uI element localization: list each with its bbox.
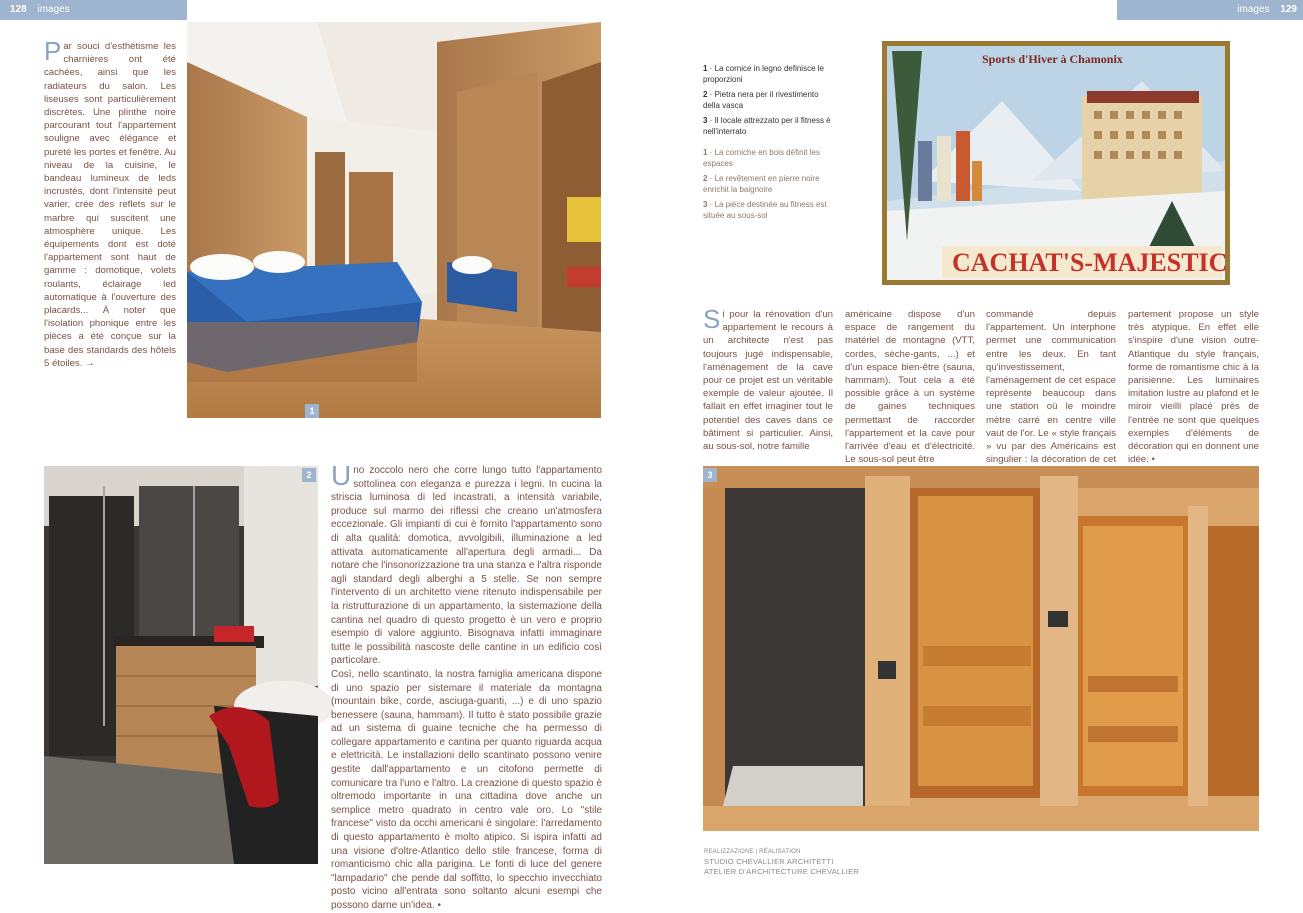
caption-it-2: 2 · Pietra nera per il rivestimento della vasca xyxy=(703,90,819,110)
caption-fr-1: 1 · La corniche en bois définit les espaces xyxy=(703,148,820,168)
french-col-1-text: i pour la rénovation d'un appartement le recours à un architecte n'est pas toujours jugé indispensable, l'aménagement de la cave pour ce projet est un véritable exemple de valeur ajoutée. Il fallait en effet imaginer tout le potentiel des caves dans ce bâtiment si particulier. Ainsi, au sous-sol, notre famille xyxy=(703,309,833,453)
page-number-right: 129 xyxy=(1280,4,1297,15)
section-label-right: images xyxy=(1237,4,1270,15)
page-number-left: 128 xyxy=(10,4,27,15)
folio-right xyxy=(1117,0,1303,20)
french-col-4-text: partement propose un style très atypique. En effet elle s'inspire d'une vision outre-Atlantique du style français, forme de romantisme chic à la parisienne. Les luminaires imitation lustre au plafond et le miroir vieilli placé près de l'entrée ne sont que quelques exemples d'éléments de décoration qui en donnent une idée. xyxy=(1128,309,1259,466)
dropcap-p: P xyxy=(44,36,62,66)
poster-title-text: Sports d'Hiver à Chamonix xyxy=(982,52,1123,66)
italian-body xyxy=(331,460,602,913)
poster-majestic-text: CACHAT'S-MAJESTIC xyxy=(952,248,1228,277)
italian-end-mark: • xyxy=(437,900,441,911)
italian-body-text-2: Così, nello scantinato, la nostra famiglia americana dispone di uno spazio per sistemare il materiale da montagna (mountain bike, corde, asciuga-guanti, ...) e di uno spazio benessere (sauna, hammam). Il tutto è stato possibile grazie ad un sistema di guaine tecniche che ha permesso di collegare appartamento e cantina per quanto riguarda acqua e elettricità. Le installazioni dello scantinato possono venire gestite dall'appartamento e un citofono permette di comunicare tra l'uno e l'altro. La creazione di questo spazio è oltremodo importante in una cittadina dove anche un semplice metro quadrato in centro vale oro. Lo "stile francese" visto da occhi americani è singolare: l'arredamento di questo appartamento è molto atipico. Si ispira infatti ad una visione d'oltre-Atlantico dello stile francese, forma di romanticismo chic alla parigina. Le fonti di luce del genere "lampadario" che pende dal soffitto, lo specchio invecchiato posto vicino all'entrata sono soltanto alcuni esempi che possono darne un'idea. xyxy=(331,668,602,911)
credits xyxy=(704,847,859,877)
bedroom-illustration xyxy=(187,22,601,418)
chamonix-poster-illustration xyxy=(882,41,1230,285)
french-col-2 xyxy=(845,308,975,466)
photo-bedroom xyxy=(187,22,601,418)
caption-it-1: 1 · La cornice in legno definisce le proporzioni xyxy=(703,64,824,84)
sauna-illustration xyxy=(703,466,1259,831)
photo-number-1: 1 xyxy=(305,404,319,418)
french-col-1 xyxy=(703,304,833,453)
photo-number-3: 3 xyxy=(703,468,717,482)
continue-arrow-icon: → xyxy=(85,357,95,369)
dropcap-s: S xyxy=(703,304,721,334)
bathroom-illustration xyxy=(44,466,318,864)
credit-line-1: STUDIO CHEVALLIER ARCHITETTI xyxy=(704,857,834,866)
caption-fr-2: 2 · Le revêtement en pierre noire enrichit la baignoire xyxy=(703,174,820,194)
italian-body-text-1: no zoccolo nero che corre lungo tutto l'appartamento sottolinea con eleganza e purezza i legni. In cucina la striscia luminosa di led incastrati, a intensità variabile, produce sul marmo dei riflessi che creano un'atmosfera eccezionale. Gli impianti di cui è fornito l'appartamento sono di alta qualità: domotica, avvolgibili, illuminazione a led attivata automaticamente all'apertura degli armadi... Da notare che l'insonorizzazione tra una stanza e l'altra risponde agli standard degli alberghi a 5 stelle. Se non sempre l'intervento di un architetto viene ritenuto indispensabile per la ristrutturazione di un appartamento, la sistemazione della cantina nel quadro di questo progetto è un vero e proprio esempio di valore aggiunto. Bisognava infatti immaginare tutte le possibilità nascoste delle cantine in un edificio così particolare. xyxy=(331,465,602,667)
caption-fr-3: 3 · La pièce destinée au fitness est située au sous-sol xyxy=(703,200,827,220)
credit-line-2: ATELIER D'ARCHITECTURE CHEVALLIER xyxy=(704,867,860,876)
credit-label: REALIZZAZIONE | RÉALISATION xyxy=(704,849,801,855)
french-col-3 xyxy=(986,308,1116,480)
left-column-body: ar souci d'esthétisme les charnières ont été cachées, ainsi que les radiateurs du salon. Les liseuses sont particulièrement discrètes. Une plinthe noire parcourant tout l'appartement souligne avec élégance et pureté les portes et fenêtre. Au niveau de la cuisine, le bandeau lumineux de leds incrustés, dont l'intensité peut varier, crée des reflets sur le marbre qui suscitent une atmosphère unique. Les équipements dont est doté l'appartement sont haut de gamme : domotique, volets roulants, éclairage led automatique à l'ouverture des placards... À noter que l'isolation phonique entre les pièces a été conçue sur la base des standards des hôtels 5 étoiles. xyxy=(44,41,176,369)
caption-it-3: 3 · Il locale attrezzato per il fitness è nell'interrato xyxy=(703,116,831,136)
end-mark: • xyxy=(1151,454,1155,466)
photo-poster xyxy=(882,41,1230,285)
dropcap-u: U xyxy=(331,460,352,491)
captions-block xyxy=(703,63,831,225)
left-column-text xyxy=(44,36,176,370)
photo-sauna xyxy=(703,466,1259,831)
photo-bathroom xyxy=(44,466,318,864)
french-col-2-text: américaine dispose d'un espace de rangement du matériel de montagne (VTT, cordes, sèche-gants, ...) et d'un espace bien-être (sauna, hammam). Tout cela a été possible grâce à un système de gaines techniques permettant de raccorder l'appartement et la cave pour l'arrivée d'eau et d'électricité. Le sous-sol peut être xyxy=(845,309,975,466)
photo-number-2: 2 xyxy=(302,468,316,482)
section-label-left: images xyxy=(37,4,70,15)
folio-left xyxy=(0,0,187,20)
french-col-4 xyxy=(1128,308,1259,466)
french-col-3-text: commandé depuis l'appartement. Un interphone permet une communication entre les deux. En tant qu'investissement, l'aménagement de cet espace représente beaucoup dans une station où le moindre mètre carré en centre ville vaut de l'or. Le « style français » vu par des Américains est singulier : la décoration de cet xyxy=(986,309,1116,466)
